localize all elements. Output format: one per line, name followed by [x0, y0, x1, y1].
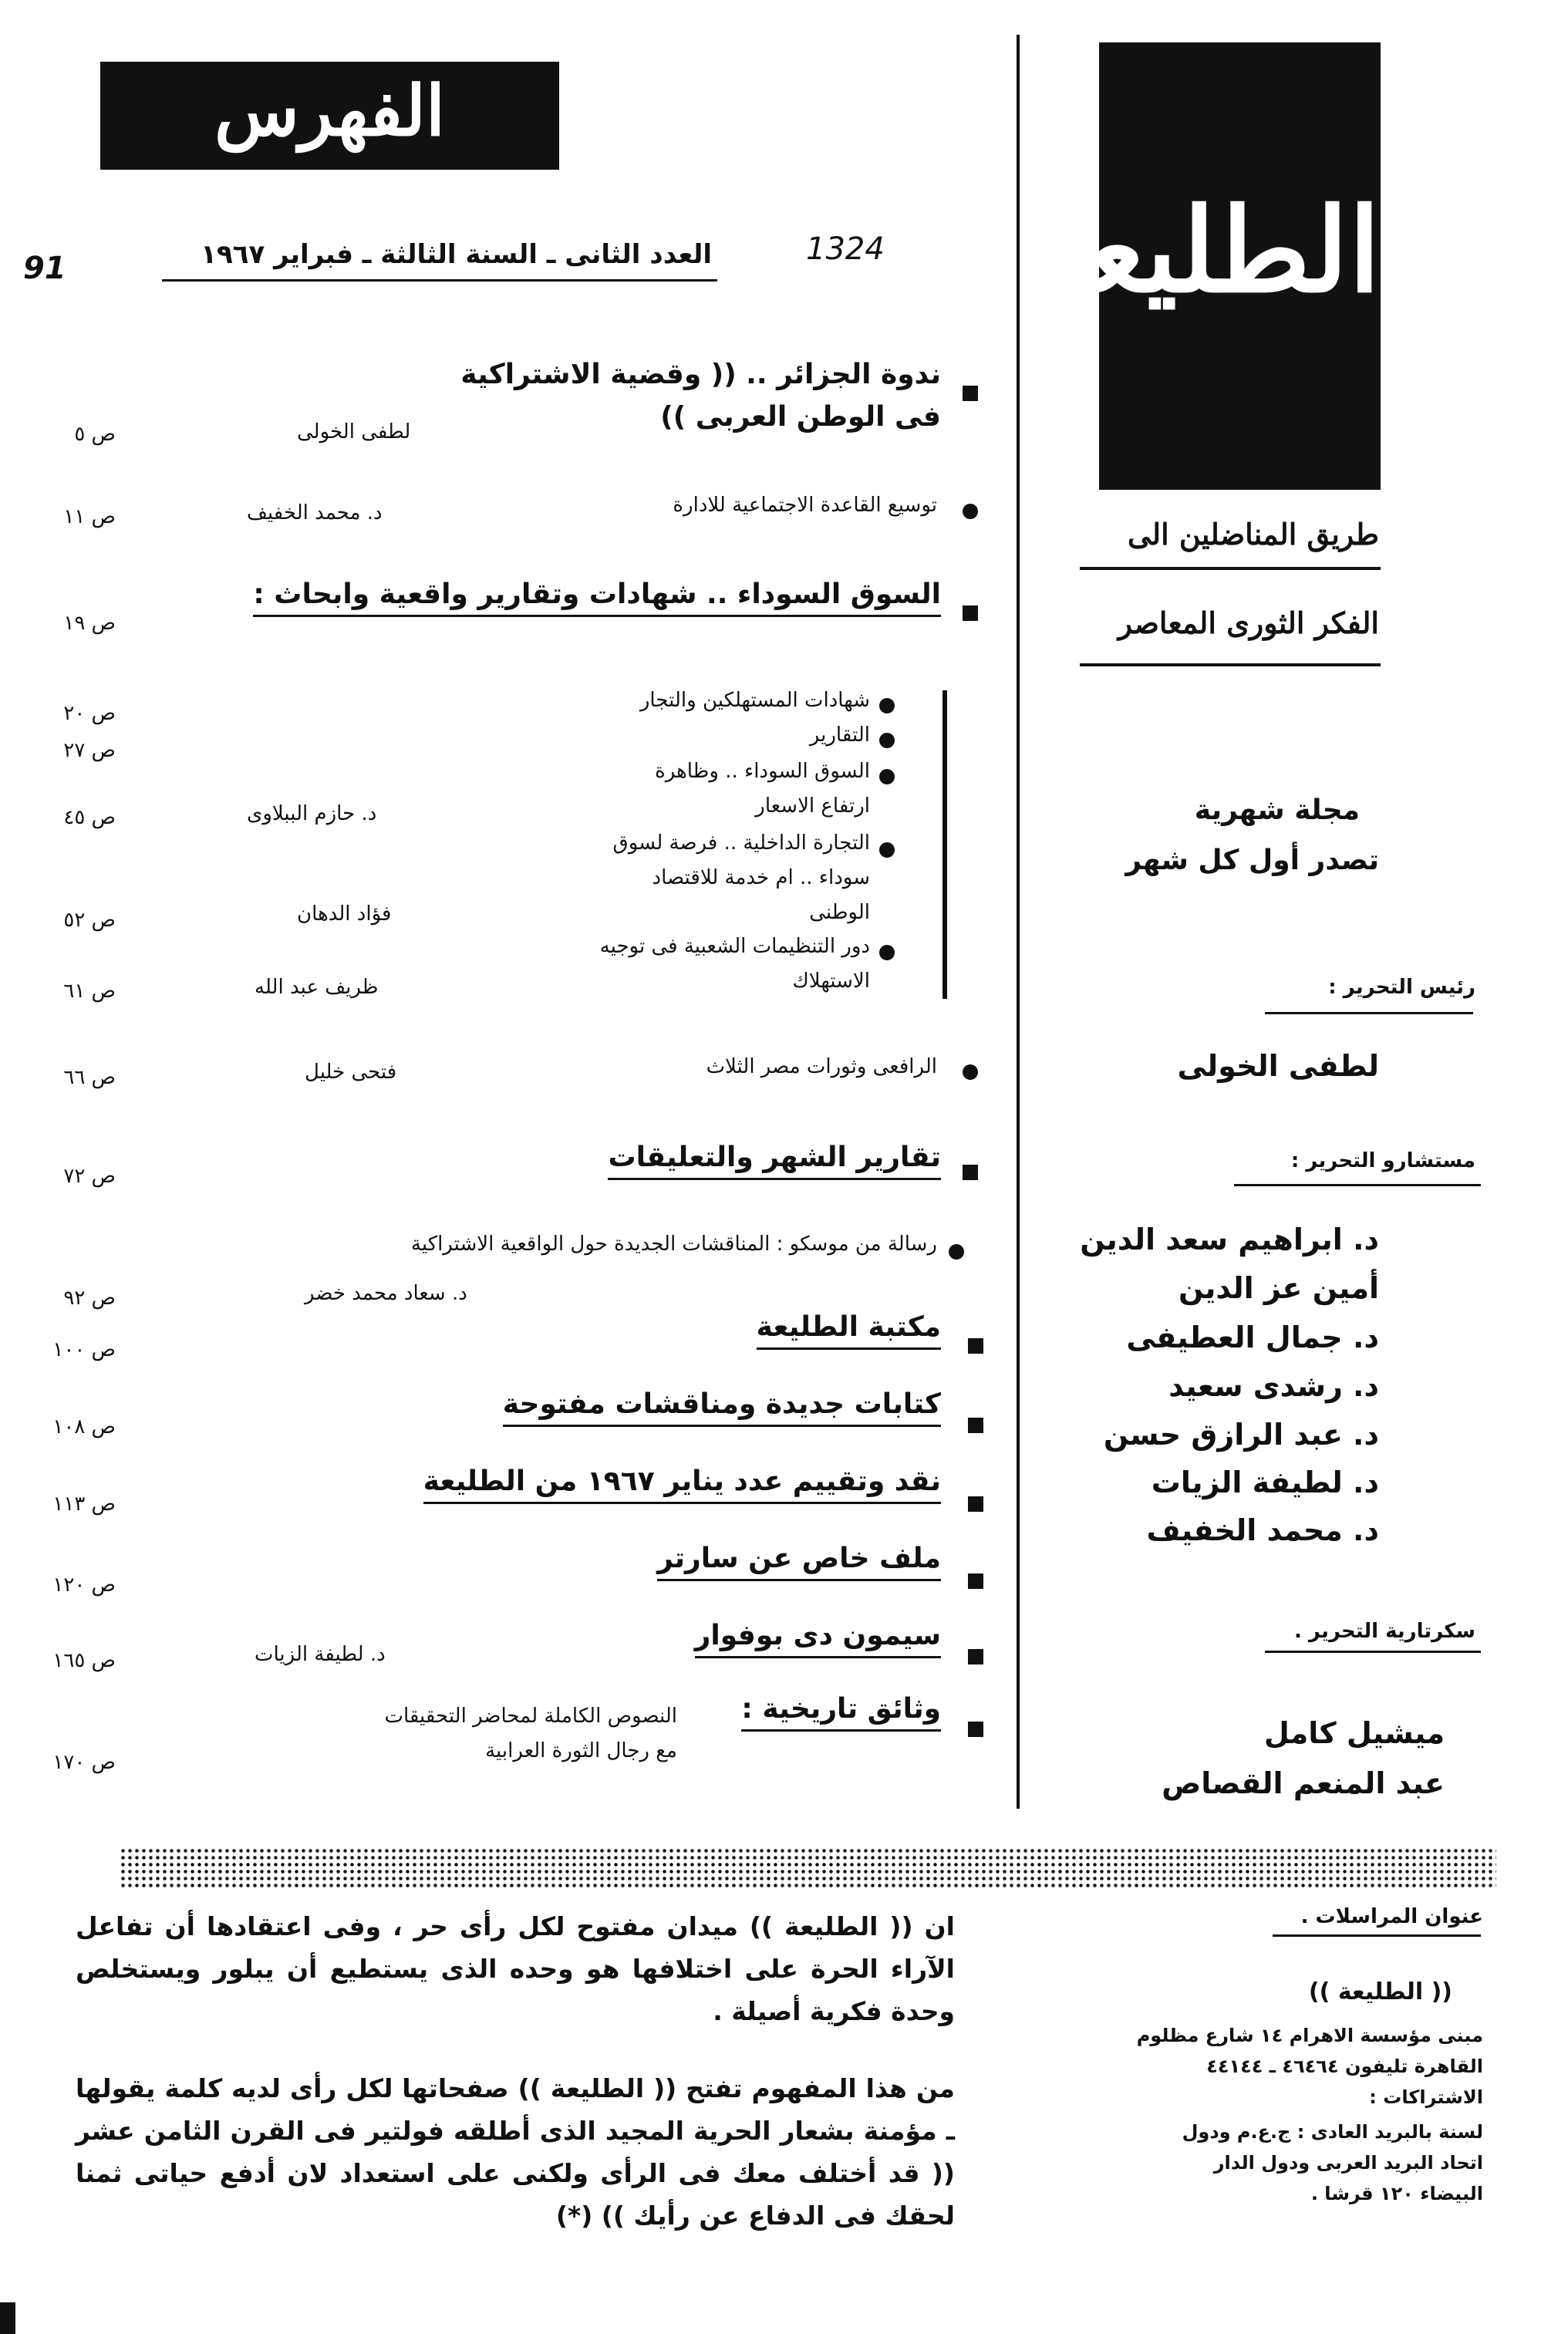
advisor-name: د. عبد الرازق حسن [1103, 1418, 1379, 1452]
advisor-name: د. محمد الخفيف [1146, 1513, 1379, 1547]
correspondence-rule [1273, 1934, 1481, 1937]
toc-entry-author: فؤاد الدهان [297, 902, 392, 926]
toc-entry-page: ص ١٧٠ [52, 1751, 116, 1774]
address-line: القاهرة تليفون ٤٦٤٦٤ ـ ٤٤١٤٤ [1206, 2056, 1483, 2077]
toc-entry-title: رسالة من موسكو : المناقشات الجديدة حول الواقعية الاشتراكية [410, 1233, 937, 1256]
toc-entry-title: تقارير الشهر والتعليقات [608, 1142, 941, 1180]
correspondence-label: عنوان المراسلات . [1300, 1905, 1483, 1928]
issue-line: العدد الثانى ـ السنة الثالثة ـ فبراير ١٩٦٧ [201, 239, 712, 270]
toc-entry-page: ص ١٢٠ [52, 1573, 116, 1597]
toc-entry-title: ملف خاص عن سارتر [657, 1543, 941, 1581]
statement-paragraph: ان (( الطليعة )) ميدان مفتوح لكل رأى حر ، وفى اعتقادها أن تفاعل الآراء الحرة على اختلافها هو وحده الذى يستطيع أن يبلور ويستخلص وحدة فكرية أصيلة . [76, 1911, 955, 2026]
square-bullet-icon [968, 1722, 983, 1737]
toc-entry-title: توسيع القاعدة الاجتماعية للادارة [673, 494, 937, 517]
secretariat-label: سكرتارية التحرير . [1293, 1620, 1475, 1643]
dot-bullet-icon [879, 733, 895, 748]
toc-entry-title: وثائق تاريخية : [741, 1693, 941, 1732]
editor-label: رئيس التحرير : [1328, 976, 1475, 999]
masthead-monthly: مجلة شهرية [1194, 794, 1360, 826]
toc-entry-title: مكتبة الطليعة [757, 1311, 941, 1350]
dot-bullet-icon [879, 769, 895, 784]
dot-bullet-icon [963, 504, 978, 519]
toc-entry-subtitle: النصوص الكاملة لمحاضر التحقيقات [384, 1705, 677, 1728]
toc-subentry-title: سوداء .. ام خدمة للاقتصاد [652, 866, 870, 889]
toc-entry-author: لطفى الخولى [297, 420, 411, 444]
toc-entry-page: ص ١١٣ [52, 1492, 116, 1516]
toc-entry-page: ص ١٦٥ [52, 1649, 116, 1672]
square-bullet-icon [963, 386, 978, 401]
index-title: الفهرس [214, 70, 445, 152]
square-bullet-icon [968, 1338, 983, 1354]
advisors-label: مستشارو التحرير : [1290, 1149, 1475, 1172]
address-line: مبنى مؤسسة الاهرام ١٤ شارع مظلوم [1136, 2025, 1483, 2046]
dot-bullet-icon [879, 698, 895, 713]
toc-entry-author: فتحى خليل [305, 1061, 397, 1084]
toc-entry-title: السوق السوداء .. شهادات وتقارير واقعية وابحاث : [253, 578, 941, 617]
column-divider [1017, 35, 1020, 1809]
masthead-subtitle-1: طريق المناضلين الى [1127, 517, 1379, 551]
toc-entry-page: ص ٢٧ [63, 739, 116, 762]
subscriptions-label: الاشتراكات : [1369, 2086, 1483, 2108]
issue-underline [162, 279, 717, 282]
address-line: اتحاد البريد العربى ودول الدار [1213, 2152, 1483, 2174]
toc-entry-page: ص ٩٢ [63, 1287, 116, 1310]
toc-subentry-title: السوق السوداء .. وظاهرة [655, 760, 870, 783]
advisor-name: د. ابراهيم سعد الدين [1080, 1223, 1379, 1256]
toc-subentry-title: دور التنظيمات الشعبية فى توجيه [599, 935, 870, 958]
toc-entry-page: ص ١٩ [63, 612, 116, 635]
edge-mark [0, 2302, 15, 2334]
toc-subentry-title: ارتفاع الاسعار [755, 794, 870, 818]
square-bullet-icon [963, 605, 978, 621]
toc-entry-page: ص ٦١ [63, 980, 116, 1003]
advisors-rule [1234, 1184, 1481, 1186]
toc-entry-title: نقد وتقييم عدد يناير ١٩٦٧ من الطليعة [423, 1465, 941, 1504]
toc-entry-page: ص ٥ [74, 423, 116, 446]
toc-entry-page: ص ٢٠ [63, 702, 116, 725]
toc-entry-page: ص ٥٢ [63, 909, 116, 932]
issue-number: 91 [23, 251, 66, 286]
toc-entry-title: سيمون دى بوفوار [695, 1620, 941, 1658]
editor-rule [1265, 1012, 1473, 1014]
square-bullet-icon [968, 1418, 983, 1433]
masthead-issued: تصدر أول كل شهر [1125, 845, 1379, 876]
subtitle-rule-1 [1080, 567, 1381, 570]
secretariat-rule [1265, 1651, 1481, 1653]
masthead-subtitle-2: الفكر الثورى المعاصر [1118, 605, 1379, 640]
toc-entry-page: ص ١٠٨ [52, 1415, 116, 1439]
secretariat-name: عبد المنعم القصاص [1162, 1766, 1445, 1800]
square-bullet-icon [968, 1573, 983, 1589]
statement-paragraph: من هذا المفهوم تفتح (( الطليعة )) صفحاتها لكل رأى لديه كلمة يقولها ـ مؤمنة بشعار الحرية المجيد الذى أطلقه فولتير فى القرن الثامن عشر (( قد أختلف معك فى الرأى ولكنى على استعداد لان أدفع حياتى ثمنا لحقك فى الدفاع عن رأيك )) (*) [76, 2073, 955, 2231]
square-bullet-icon [968, 1496, 983, 1512]
dot-bullet-icon [949, 1244, 964, 1260]
dot-bullet-icon [963, 1064, 978, 1080]
toc-subentry-title: الاستهلاك [792, 970, 870, 993]
advisor-name: د. جمال العطيفى [1126, 1320, 1379, 1354]
address-line: البيضاء ١٢٠ قرشا . [1310, 2183, 1483, 2204]
toc-entry-title: كتابات جديدة ومناقشات مفتوحة [503, 1388, 941, 1427]
advisor-name: د. لطيفة الزيات [1151, 1465, 1379, 1499]
toc-subentry-title: الوطنى [809, 901, 870, 924]
dotted-separator-band [120, 1847, 1496, 1890]
toc-entry-author: د. محمد الخفيف [247, 501, 383, 524]
toc-entry-subtitle: مع رجال الثورة العرابية [485, 1739, 677, 1762]
toc-entry-author: ظريف عبد الله [255, 976, 379, 999]
toc-entry-author: د. حازم الببلاوى [247, 802, 377, 825]
issue-code: 1324 [806, 231, 885, 267]
masthead-title: الطليعة [1027, 183, 1381, 319]
advisor-name: د. رشدى سعيد [1168, 1369, 1379, 1403]
toc-subentry-title: التجارة الداخلية .. فرصة لسوق [612, 831, 870, 855]
editor-name: لطفى الخولى [1177, 1049, 1379, 1083]
subtitle-rule-2 [1080, 663, 1381, 666]
address-line: لسنة بالبريد العادى : ج.ع.م ودول [1182, 2121, 1483, 2143]
square-bullet-icon [963, 1165, 978, 1180]
toc-entry-title: الرافعى وثورات مصر الثلاث [706, 1055, 937, 1078]
toc-entry-title: فى الوطن العربى )) [660, 401, 941, 433]
toc-entry-page: ص ٧٢ [63, 1165, 116, 1188]
toc-subentry-title: شهادات المستهلكين والتجار [639, 689, 870, 712]
toc-entry-page: ص ٦٦ [63, 1066, 116, 1089]
toc-entry-author: د. سعاد محمد خضر [305, 1282, 467, 1305]
toc-entry-page: ص ١١ [63, 505, 116, 528]
square-bullet-icon [968, 1649, 983, 1664]
subsection-bracket [942, 690, 947, 999]
dot-bullet-icon [879, 945, 895, 960]
toc-entry-page: ص ١٠٠ [52, 1338, 116, 1361]
advisor-name: أمين عز الدين [1178, 1271, 1379, 1305]
dot-bullet-icon [879, 842, 895, 858]
toc-entry-page: ص ٤٥ [63, 806, 116, 829]
correspondence-name: (( الطليعة )) [1308, 1978, 1452, 2005]
secretariat-name: ميشيل كامل [1263, 1716, 1445, 1750]
toc-subentry-title: التقارير [809, 723, 870, 747]
toc-entry-author: د. لطيفة الزيات [255, 1643, 386, 1666]
toc-entry-title: ندوة الجزائر .. (( وقضية الاشتراكية [460, 359, 941, 390]
